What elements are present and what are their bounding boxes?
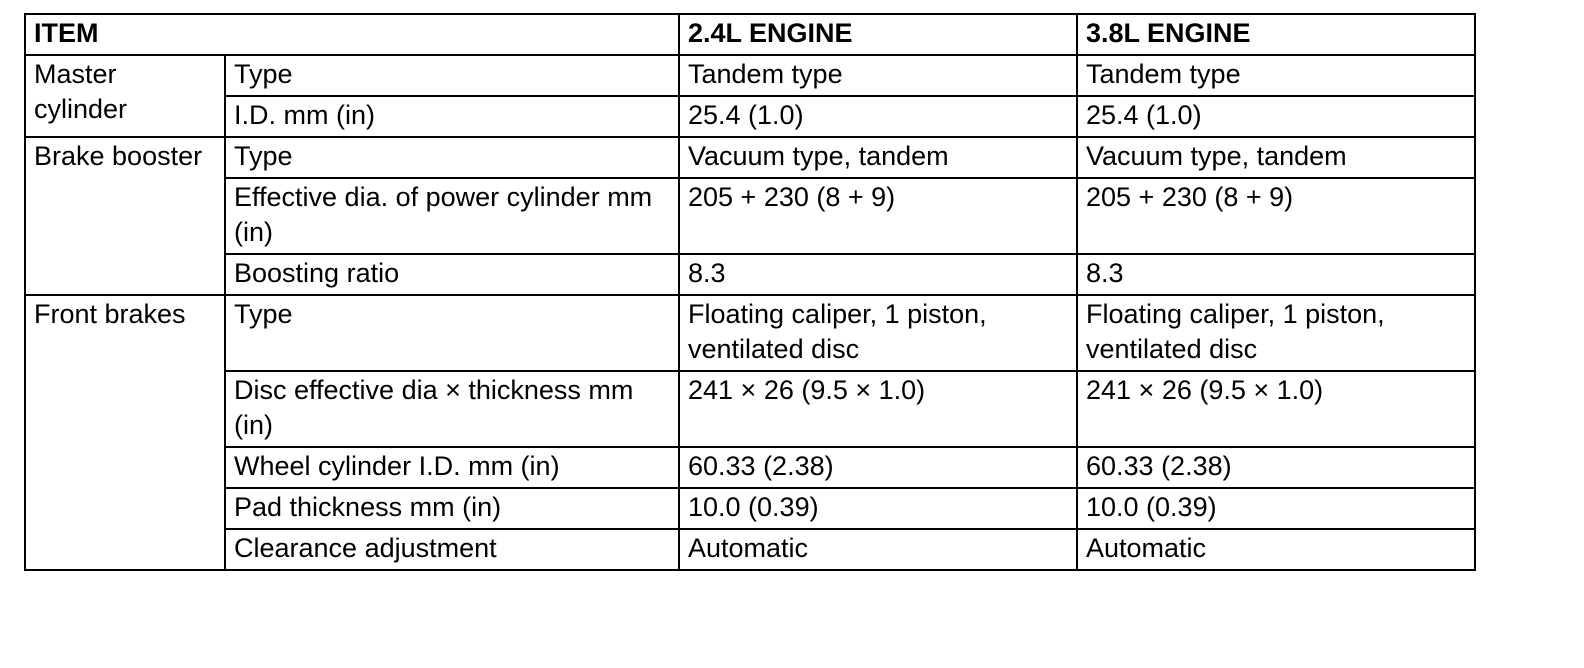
value-2-4l: 205 + 230 (8 + 9) bbox=[679, 178, 1077, 254]
table-row bbox=[25, 529, 1475, 570]
header-2-4l-engine: 2.4L ENGINE bbox=[679, 14, 1077, 55]
item-cell: I.D. mm (in) bbox=[225, 96, 679, 137]
item-cell: Wheel cylinder I.D. mm (in) bbox=[225, 447, 679, 488]
brake-specifications-table bbox=[24, 13, 1476, 571]
table-row bbox=[25, 488, 1475, 529]
value-2-4l: 25.4 (1.0) bbox=[679, 96, 1077, 137]
value-2-4l: Automatic bbox=[679, 529, 1077, 570]
table-row bbox=[25, 254, 1475, 295]
value-2-4l: Tandem type bbox=[679, 55, 1077, 96]
value-2-4l: Vacuum type, tandem bbox=[679, 137, 1077, 178]
value-3-8l: Tandem type bbox=[1077, 55, 1475, 96]
value-3-8l: 25.4 (1.0) bbox=[1077, 96, 1475, 137]
value-3-8l: Automatic bbox=[1077, 529, 1475, 570]
value-2-4l: 10.0 (0.39) bbox=[679, 488, 1077, 529]
value-3-8l: Floating caliper, 1 piston, ventilated disc bbox=[1077, 295, 1475, 371]
item-cell: Boosting ratio bbox=[225, 254, 679, 295]
table-row bbox=[25, 55, 1475, 96]
value-3-8l: 60.33 (2.38) bbox=[1077, 447, 1475, 488]
table-row bbox=[25, 447, 1475, 488]
table-row bbox=[25, 96, 1475, 137]
value-2-4l: 241 × 26 (9.5 × 1.0) bbox=[679, 371, 1077, 447]
value-3-8l: Vacuum type, tandem bbox=[1077, 137, 1475, 178]
item-cell: Disc effective dia × thickness mm (in) bbox=[225, 371, 679, 447]
value-3-8l: 205 + 230 (8 + 9) bbox=[1077, 178, 1475, 254]
header-3-8l-engine: 3.8L ENGINE bbox=[1077, 14, 1475, 55]
table-row bbox=[25, 178, 1475, 254]
table-row bbox=[25, 137, 1475, 178]
item-cell: Type bbox=[225, 295, 679, 371]
value-2-4l: 60.33 (2.38) bbox=[679, 447, 1077, 488]
table-row bbox=[25, 295, 1475, 371]
value-2-4l: 8.3 bbox=[679, 254, 1077, 295]
value-3-8l: 10.0 (0.39) bbox=[1077, 488, 1475, 529]
table-header-row bbox=[25, 14, 1475, 55]
value-3-8l: 241 × 26 (9.5 × 1.0) bbox=[1077, 371, 1475, 447]
item-cell: Type bbox=[225, 55, 679, 96]
item-cell: Pad thickness mm (in) bbox=[225, 488, 679, 529]
group-brake-booster: Brake booster bbox=[25, 137, 225, 295]
item-cell: Effective dia. of power cylinder mm (in) bbox=[225, 178, 679, 254]
group-front-brakes: Front brakes bbox=[25, 295, 225, 570]
value-3-8l: 8.3 bbox=[1077, 254, 1475, 295]
group-master-cylinder: Master cylinder bbox=[25, 55, 225, 137]
item-cell: Clearance adjustment bbox=[225, 529, 679, 570]
table-row bbox=[25, 371, 1475, 447]
header-item: ITEM bbox=[25, 14, 679, 55]
value-2-4l: Floating caliper, 1 piston, ventilated disc bbox=[679, 295, 1077, 371]
item-cell: Type bbox=[225, 137, 679, 178]
